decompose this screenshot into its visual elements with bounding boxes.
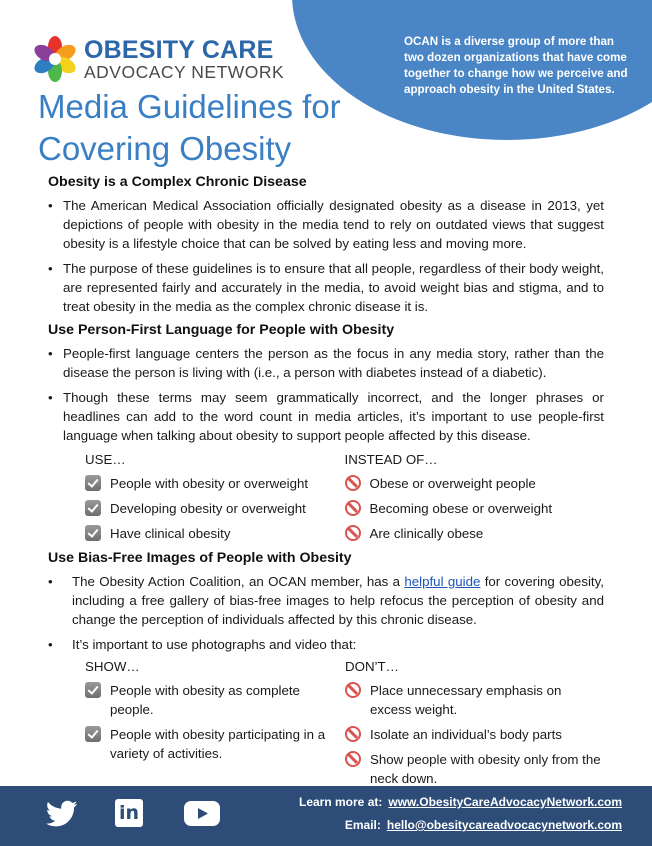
logo-line-1: OBESITY CARE xyxy=(84,36,274,64)
use-item: Have clinical obesity xyxy=(85,524,345,543)
prohibited-icon xyxy=(345,475,361,491)
bullet-item: • The Obesity Action Coalition, an OCAN member, has a helpful guide for covering obesity, including a free gallery of bias-free images to help refocus the perception of obesity and change the perception of individuals affected by this chronic disease. xyxy=(48,572,604,629)
helpful-guide-link[interactable]: helpful guide xyxy=(404,574,481,589)
ocan-tagline: OCAN is a diverse group of more than two dozen organizations that have come together to change how we perceive and approach obesity in the United States. xyxy=(404,35,628,96)
footer-bar xyxy=(0,786,652,846)
logo-wordmark xyxy=(84,38,284,82)
website-link[interactable]: www.ObesityCareAdvocacyNetwork.com xyxy=(388,795,622,809)
use-instead-columns xyxy=(85,451,604,549)
show-item: People with obesity participating in a variety of activities. xyxy=(85,725,345,763)
use-heading: USE… xyxy=(85,452,126,467)
ocan-logo-icon xyxy=(32,36,78,82)
linkedin-icon[interactable]: in xyxy=(115,799,143,827)
prohibited-icon xyxy=(345,525,361,541)
instead-item: Are clinically obese xyxy=(345,524,605,543)
learn-more-row: Learn more at: www.ObesityCareAdvocacyNetwork.com xyxy=(299,795,622,809)
twitter-icon[interactable] xyxy=(46,800,78,828)
dont-heading: DON’T… xyxy=(345,659,399,674)
section-heading-disease: Obesity is a Complex Chronic Disease xyxy=(48,174,307,190)
checkmark-icon xyxy=(85,525,101,541)
checkmark-icon xyxy=(85,682,101,698)
logo-line-2: ADVOCACY NETWORK xyxy=(84,62,285,82)
images-bullets xyxy=(48,572,604,654)
prohibited-icon xyxy=(345,500,361,516)
email-link[interactable]: hello@obesitycareadvocacynetwork.com xyxy=(386,818,622,832)
instead-item: Obese or overweight people xyxy=(345,474,605,493)
bullet-item: • The purpose of these guidelines is to ensure that all people, regardless of their body weight, are represented fairly and accurately in the media, to avoid weight bias and stigma, and to treat obesity in the media as the complex chronic disease it is. xyxy=(48,259,604,316)
bullet-item: • It’s important to use photographs and video that: xyxy=(48,635,604,654)
prohibited-icon xyxy=(345,751,361,767)
main-content xyxy=(48,174,604,794)
dont-column xyxy=(345,658,604,794)
disease-bullets xyxy=(48,196,604,316)
instead-item: Becoming obese or overweight xyxy=(345,499,605,518)
bullet-item: • People-first language centers the person as the focus in any media story, rather than the disease the person is living with (i.e., a person with diabetes instead of a diabetic). xyxy=(48,344,604,382)
section-heading-images: Use Bias-Free Images of People with Obesity xyxy=(48,550,352,566)
show-dont-columns xyxy=(85,658,604,794)
show-item: People with obesity as complete people. xyxy=(85,681,335,719)
checkmark-icon xyxy=(85,726,101,742)
dont-item: Place unnecessary emphasis on excess weight. xyxy=(345,681,604,719)
show-column xyxy=(85,658,345,794)
show-heading: SHOW… xyxy=(85,659,140,674)
prohibited-icon xyxy=(345,726,361,742)
page-title: Media Guidelines for Covering Obesity xyxy=(38,88,341,167)
dont-item: Isolate an individual’s body parts xyxy=(345,725,604,744)
dont-item: Show people with obesity only from the neck down. xyxy=(345,750,604,788)
use-item: Developing obesity or overweight xyxy=(85,499,345,518)
instead-heading: INSTEAD OF… xyxy=(344,452,438,467)
checkmark-icon xyxy=(85,500,101,516)
prohibited-icon xyxy=(345,682,361,698)
bullet-item: • Though these terms may seem grammatically incorrect, and the longer phrases or headlines can add to the word count in media articles, it’s important to use people-first language when talking about obesity to support people affected by this disease. xyxy=(48,388,604,445)
use-item: People with obesity or overweight xyxy=(85,474,345,493)
email-row: Email: hello@obesitycareadvocacynetwork.com xyxy=(344,818,622,832)
person-first-bullets xyxy=(48,344,604,445)
bullet-item: • The American Medical Association officially designated obesity as a disease in 2013, yet depictions of people with obesity in the media tend to rely on outdated views that suggest obesity is a lifestyle choice that can be solved by eating less and moving more. xyxy=(48,196,604,253)
section-heading-person-first: Use Person-First Language for People with Obesity xyxy=(48,322,395,338)
youtube-icon[interactable] xyxy=(184,801,220,826)
use-column xyxy=(85,451,345,549)
instead-column xyxy=(345,451,605,549)
checkmark-icon xyxy=(85,475,101,491)
